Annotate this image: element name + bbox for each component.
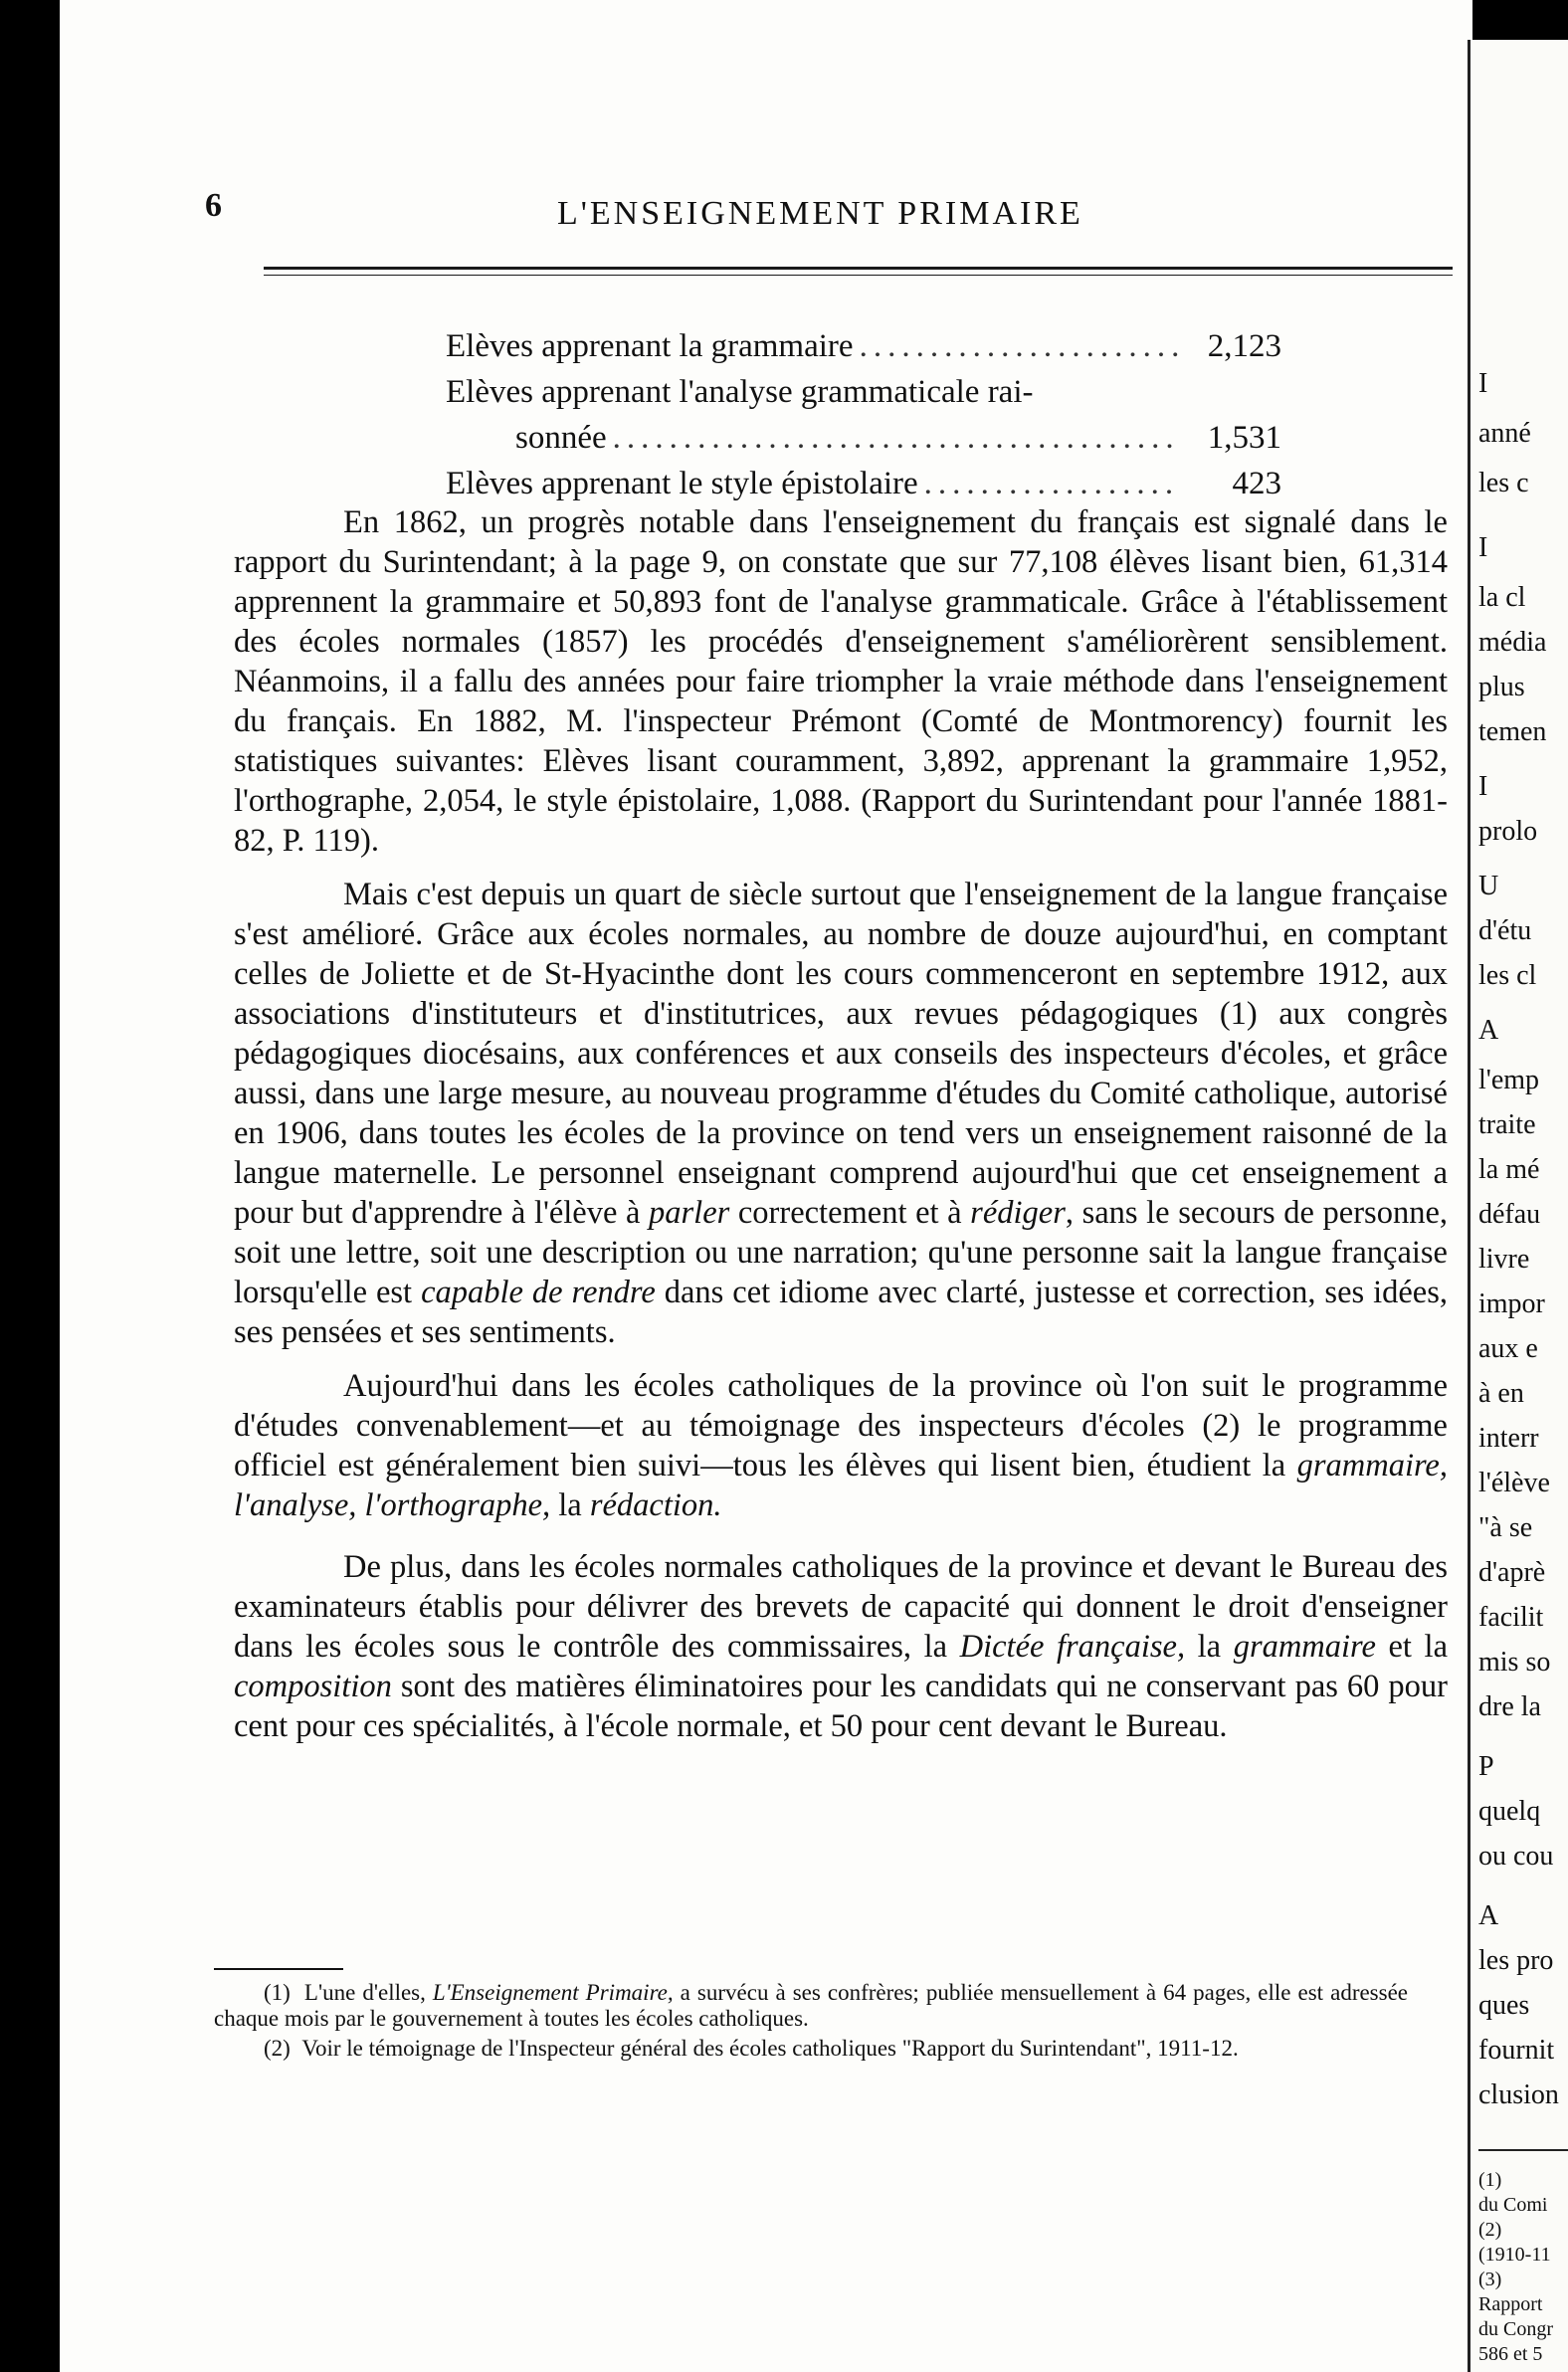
adjacent-page-text: traite <box>1478 1109 1536 1140</box>
adjacent-page-text: clusion <box>1478 2079 1559 2110</box>
adjacent-page-edge <box>1468 40 1568 2372</box>
text-run: , sans le secours de personne, soit une lettre, soit une description ou une narration; qu'une personne sait la langue française lorsqu'elle est <box>234 1195 1448 1310</box>
adjacent-page-text: d'aprè <box>1478 1557 1546 1588</box>
adjacent-page-text: prolo <box>1478 816 1538 847</box>
adjacent-page-text: d'étu <box>1478 915 1532 946</box>
stat-value: 423 <box>1232 466 1281 501</box>
italic-run: grammaire <box>1233 1629 1376 1665</box>
stat-row <box>446 420 1281 466</box>
adjacent-page-text: I <box>1478 771 1488 802</box>
adjacent-page-text: mis so <box>1478 1647 1551 1678</box>
text-run: la <box>550 1487 590 1523</box>
paragraph <box>234 875 1448 1352</box>
adjacent-page-text: fournit <box>1478 2035 1555 2066</box>
adjacent-page-text: les c <box>1478 468 1529 498</box>
italic-run: capable de rendre <box>421 1275 656 1310</box>
adjacent-page-footnote: (1) <box>1478 2169 1502 2191</box>
stat-row <box>446 328 1281 374</box>
footnote-text: a survécu à ses confrères; publiée mensuellement à 64 pages, elle est adressée chaque mois par le gouvernement à toutes les écoles catholiques. <box>214 1980 1409 2031</box>
adjacent-page-text: livre <box>1478 1244 1530 1275</box>
statistics-list <box>446 328 1281 511</box>
running-title: L'ENSEIGNEMENT PRIMAIRE <box>557 195 1083 232</box>
stat-row <box>446 374 1281 420</box>
adjacent-page-text: "à se <box>1478 1512 1533 1543</box>
footnote-marker: (1) <box>264 1980 291 2005</box>
adjacent-page-text: l'élève <box>1478 1468 1550 1498</box>
adjacent-page-footnote: du Comi <box>1478 2194 1548 2216</box>
paragraph <box>234 1366 1448 1525</box>
italic-run: grammaire, l'analyse, l'orthographe, <box>234 1448 1448 1523</box>
footnote-rule <box>214 1968 343 1970</box>
adjacent-page-text: impor <box>1478 1288 1545 1319</box>
page-number: 6 <box>205 187 222 224</box>
italic-run: rédaction. <box>589 1487 722 1523</box>
header-rule <box>264 267 1453 270</box>
adjacent-page-text: les cl <box>1478 960 1537 991</box>
stat-label: Elèves apprenant le style épistolaire <box>446 466 918 501</box>
adjacent-page-text: la cl <box>1478 582 1526 613</box>
italic-run: composition <box>234 1669 392 1704</box>
footnote-2 <box>214 2036 1408 2062</box>
italic-run: rédiger <box>970 1195 1066 1231</box>
adjacent-page-text: facilit <box>1478 1602 1544 1633</box>
adjacent-page-text: ques <box>1478 1990 1530 2021</box>
adjacent-page-text: U <box>1478 871 1499 901</box>
text-run: la <box>1185 1629 1234 1665</box>
adjacent-page-footnote: du Congr <box>1478 2318 1553 2340</box>
adjacent-page-text: interr <box>1478 1423 1539 1454</box>
adjacent-page-footnote: (1910-11 <box>1478 2244 1551 2266</box>
stat-value: 2,123 <box>1207 328 1281 364</box>
adjacent-page-text: A <box>1478 1015 1499 1046</box>
text-run: sont des matières éliminatoires pour les candidats qui ne conservant pas 60 pour cent pour ces spécialités, à l'école normale, et 50 pour cent devant le Bureau. <box>234 1669 1448 1744</box>
body-text <box>234 502 1448 1760</box>
adjacent-page-footnote: 586 et 5 <box>1478 2343 1543 2365</box>
text-run: et la <box>1375 1629 1448 1665</box>
header-rule-thin <box>264 275 1453 276</box>
adjacent-page-text: plus <box>1478 672 1525 702</box>
adjacent-page-text: quelq <box>1478 1796 1541 1827</box>
paragraph: En 1862, un progrès notable dans l'enseignement du français est signalé dans le rapport du Surintendant; à la page 9, on constate que sur 77,108 élèves lisant bien, 61,314 apprennent la grammaire et 50,893 font de l'analyse grammaticale. Grâce à l'établissement des écoles normales (1857) les procédés d'enseignement s'améliorèrent sensiblement. Néanmoins, il a fallu des années pour faire triompher la vraie méthode dans l'enseignement du français. En 1882, M. l'inspecteur Prémont (Comté de Montmorency) fournit les statistiques suivantes: Elèves lisant couramment, 3,892, apprenant la grammaire 1,952, l'orthographe, 2,054, le style épistolaire, 1,088. (Rapport du Surintendant pour l'année 1881-82, P. 119). <box>234 504 1448 859</box>
text-run: Mais c'est depuis un quart de siècle surtout que l'enseignement de la langue française s'est amélioré. Grâce aux écoles normales, au nombre de douze aujourd'hui, en comptant celles de Joliette et de St-Hyacinthe dont les cours commenceront en septembre 1912, aux associations d'instituteurs et d'institutrices, aux revues pédagogiques (1) aux congrès pédagogiques diocésains, aux conférences et aux conseils des inspecteurs d'écoles, et grâce aussi, dans une large mesure, au nouveau programme d'études du Comité catholique, autorisé en 1906, dans toutes les écoles de la province on tend vers un enseignement raisonné de la langue maternelle. Le personnel enseignant comprend aujourd'hui que cet enseignement a pour but d'apprendre à l'élève à <box>234 877 1448 1231</box>
footnote-marker: (2) <box>264 2036 291 2061</box>
adjacent-page-text: aux e <box>1478 1333 1538 1364</box>
italic-run: parler <box>649 1195 730 1231</box>
adjacent-page-rule <box>1478 2149 1568 2151</box>
footnote-italic: L'Enseignement Primaire, <box>432 1980 674 2005</box>
text-run: correctement et à <box>729 1195 971 1231</box>
adjacent-page-text: I <box>1478 532 1488 563</box>
adjacent-page-text: A <box>1478 1900 1499 1931</box>
adjacent-page-text: P <box>1478 1751 1494 1782</box>
adjacent-page-text: les pro <box>1478 1945 1554 1976</box>
paragraph <box>234 1547 1448 1746</box>
footnote-text: Voir le témoignage de l'Inspecteur général des écoles catholiques "Rapport du Surintendant", 1911-12. <box>301 2036 1239 2061</box>
italic-run: Dictée française, <box>959 1629 1186 1665</box>
adjacent-page-text: I <box>1478 368 1488 399</box>
adjacent-page-footnote: Rapport <box>1478 2293 1543 2315</box>
adjacent-page-text: ou cou <box>1478 1841 1554 1872</box>
text-run: Aujourd'hui dans les écoles catholiques de la province où l'on suit le programme d'études convenablement—et au témoignage des inspecteurs d'écoles (2) le programme officiel est généralement bien suivi—tous les élèves qui lisent bien, étudient la <box>234 1368 1448 1483</box>
adjacent-page-footnote: (2) <box>1478 2219 1502 2241</box>
leader-dots <box>613 420 1181 457</box>
footnote-1 <box>214 1980 1408 2032</box>
stat-value: 1,531 <box>1207 420 1281 456</box>
stat-label: Elèves apprenant la grammaire <box>446 328 854 364</box>
footnotes <box>214 1980 1408 2066</box>
adjacent-page-text: temen <box>1478 716 1547 747</box>
adjacent-page-text: dre la <box>1478 1691 1541 1722</box>
adjacent-page-text: l'emp <box>1478 1065 1540 1095</box>
text-run: De plus, dans les écoles normales catholiques de la province et devant le Bureau des examinateurs établis pour délivrer des brevets de capacité qui donnent le droit d'enseigner dans les écoles sous le contrôle des commissaires, la <box>234 1549 1448 1665</box>
adjacent-page-text: anné <box>1478 418 1531 449</box>
leader-dots <box>860 328 1181 365</box>
adjacent-page-text: média <box>1478 627 1547 658</box>
adjacent-page-text: la mé <box>1478 1154 1540 1185</box>
leader-dots <box>924 466 1181 502</box>
stat-label: sonnée <box>515 420 607 456</box>
adjacent-page-text: défau <box>1478 1199 1541 1230</box>
adjacent-page-text: à en <box>1478 1378 1524 1409</box>
stat-label: Elèves apprenant l'analyse grammaticale rai- <box>446 374 1034 410</box>
footnote-text: L'une d'elles, <box>303 1980 433 2005</box>
adjacent-page-footnote: (3) <box>1478 2269 1502 2290</box>
text-run: dans cet idiome avec clarté, justesse et correction, ses idées, ses pensées et ses sentiments. <box>234 1275 1449 1350</box>
